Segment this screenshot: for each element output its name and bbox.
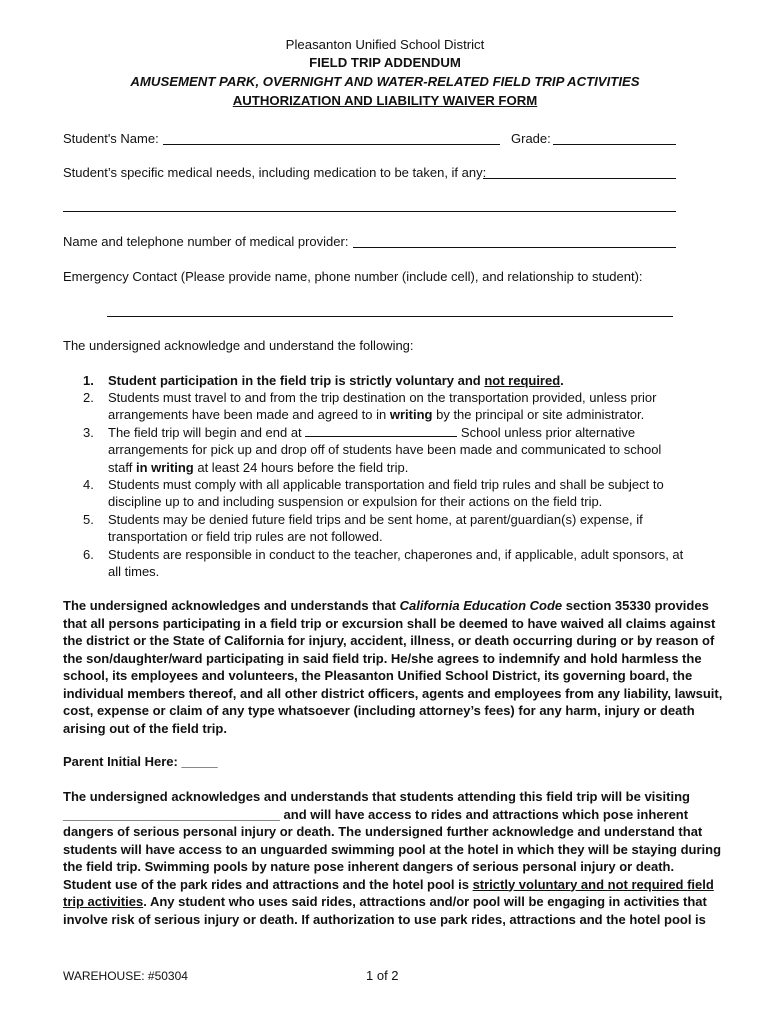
item-number: 4. <box>83 477 94 492</box>
item-text: Students must travel to and from the trip destination on the transportation provided, unless prior arrangements have been made and agreed to in writing by the principal or site administrator. <box>108 390 657 423</box>
grade-label: Grade: <box>511 131 551 146</box>
parent-initial <box>63 753 713 771</box>
medical-needs-field[interactable] <box>483 178 676 179</box>
item-number: 1. <box>83 373 94 388</box>
rides-paragraph: The undersigned acknowledges and understands that students attending this field trip will be visiting ______________________________ and will have access to rides and attractions which pose inherent dangers of serious personal injury or death. The undersigned further acknowledge and understand that students will have access to an unguarded swimming pool at the hotel in which they will be staying during the field trip. Swimming pools by nature pose inherent dangers of serious personal injury or death. Student use of the park rides and attractions and the hotel pool is strictly voluntary and not required field trip activities. Any student who uses said rides, attractions and/or pool will be engaging in activities that involve risk of serious injury or death. If authorization to use park rides, attractions and the hotel pool is <box>63 789 722 927</box>
item-number: 5. <box>83 512 94 527</box>
item-number: 6. <box>83 547 94 562</box>
form-title: AUTHORIZATION AND LIABILITY WAIVER FORM <box>232 93 538 108</box>
item-text: Students may be denied future field trips and be sent home, at parent/guardian(s) expense, if transportation or field trip rules are not followed. <box>108 512 643 545</box>
medical-provider-field[interactable] <box>353 247 676 248</box>
addendum-title: FIELD TRIP ADDENDUM <box>309 55 461 70</box>
page-number: 1 of 2 <box>366 968 399 983</box>
parent-initial-label: Parent Initial Here: <box>63 754 178 769</box>
district-name: Pleasanton Unified School District <box>285 37 485 52</box>
item-text: The field trip will begin and end at School unless prior alternative arrangements for pick up and drop off of students have been made and communicated to school staff in writing at least 24 hours before the field trip. <box>108 425 662 475</box>
medical-needs-label: Student’s specific medical needs, including medication to be taken, if any: <box>63 165 487 180</box>
school-name-field[interactable] <box>305 425 457 437</box>
emergency-contact-field[interactable] <box>107 316 673 317</box>
medical-provider-label: Name and telephone number of medical provider: <box>63 234 349 249</box>
acknowledge-intro: The undersigned acknowledge and understand the following: <box>63 338 414 353</box>
emergency-contact-label: Emergency Contact (Please provide name, phone number (include cell), and relationship to student): <box>63 269 643 284</box>
waiver-paragraph: The undersigned acknowledges and understands that California Education Code section 35330 provides that all persons participating in a field trip or excursion shall be deemed to have waived all claims against the district or the State of California for injury, accident, illness, or death occurring during or by reason of the son/daughter/ward participating in said field trip. He/she agrees to indemnify and hold harmless the school, its employees and volunteers, the Pleasanton Unified School District, its governing board, the individual members thereof, and all other district officers, agents and employees from any liability, lawsuit, cost, expense or claim of any type whatsoever (including attorney’s fees) for any harm, injury or death arising out of the field trip. <box>63 598 723 736</box>
medical-needs-field-line-2[interactable] <box>63 211 676 212</box>
item-text: Student participation in the field trip is strictly voluntary and not required. <box>108 373 564 388</box>
parent-initial-field[interactable]: _____ <box>181 754 218 769</box>
activities-title: AMUSEMENT PARK, OVERNIGHT AND WATER-RELATED FIELD TRIP ACTIVITIES <box>130 74 640 89</box>
item-number: 2. <box>83 390 94 405</box>
student-name-field[interactable] <box>163 144 500 145</box>
warehouse-code: WAREHOUSE: #50304 <box>63 969 188 983</box>
item-text: Students must comply with all applicable transportation and field trip rules and shall be subject to discipline up to and including suspension or expulsion for their actions on the field trip. <box>108 477 664 510</box>
destination-field[interactable]: ______________________________ <box>63 806 280 822</box>
item-text: Students are responsible in conduct to the teacher, chaperones and, if applicable, adult sponsors, at all times. <box>108 547 684 580</box>
item-number: 3. <box>83 425 94 440</box>
student-name-label: Student's Name: <box>63 131 159 146</box>
grade-field[interactable] <box>553 144 676 145</box>
